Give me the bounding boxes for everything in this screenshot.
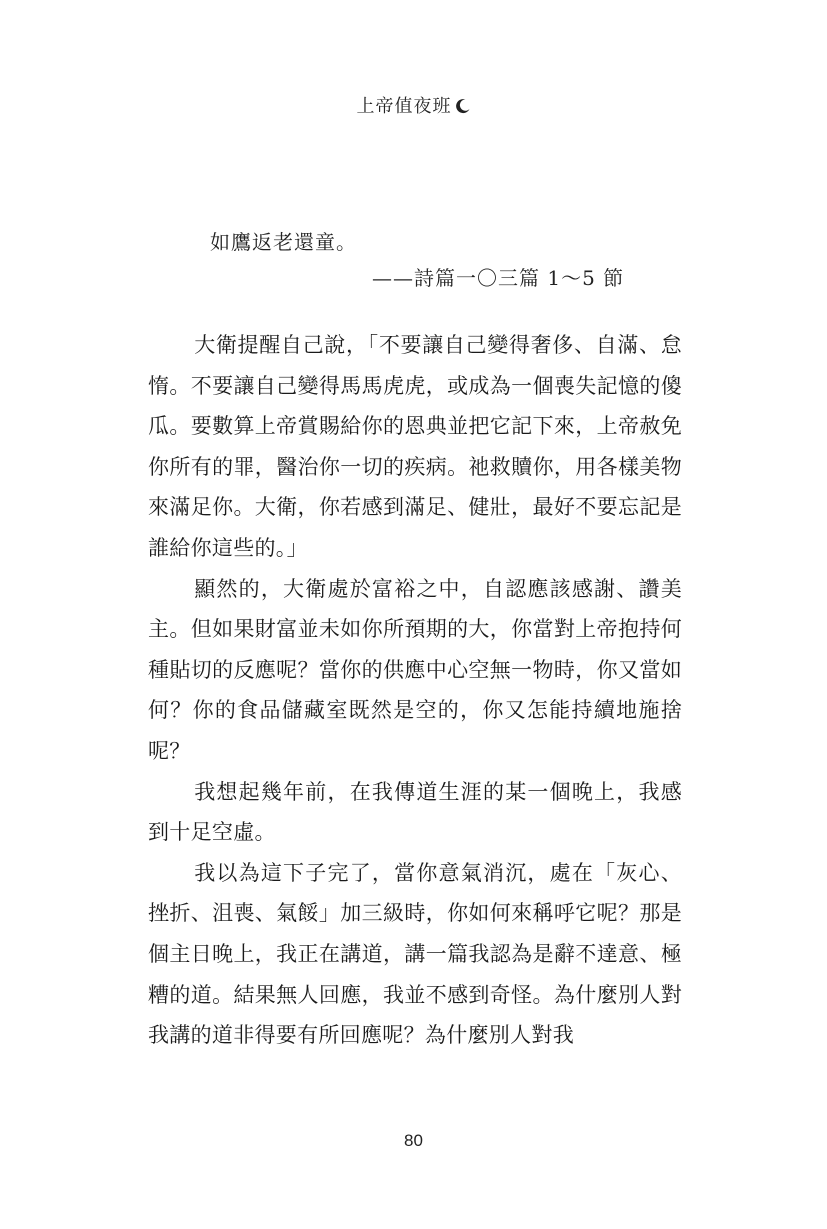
- scripture-citation: ——詩篇一〇三篇 1～5 節: [372, 266, 625, 290]
- paragraph: 我想起幾年前，在我傳道生涯的某一個晚上，我感到十足空虛。: [148, 779, 682, 845]
- paragraph: 我以為這下子完了，當你意氣消沉，處在「灰心、挫折、沮喪、氣餒」加三級時，你如何來稱呼它呢？那是個主日晚上，我正在講道，講一篇我認為是辭不達意、極糟的道。結果無人回應，我並不感到奇怪。為什麼別人對我講的道非得要有所回應呢？為什麼別人對我: [148, 860, 682, 1048]
- crescent-moon-icon: [455, 98, 471, 114]
- paragraph: 顯然的，大衛處於富裕之中，自認應該感謝、讚美主。但如果財富並未如你所預期的大，你當對上帝抱持何種貼切的反應呢？當你的供應中心空無一物時，你又當如何？你的食品儲藏室既然是空的，你又怎能持續地施捨呢？: [148, 576, 682, 763]
- book-title: 上帝值夜班: [356, 96, 452, 117]
- scripture-verse-ending: 如鷹返老還童。: [210, 230, 357, 254]
- page-number: 80: [404, 1131, 423, 1150]
- paragraph: 大衛提醒自己說，「不要讓自己變得奢侈、自滿、怠惰。不要讓自己變得馬馬虎虎，或成為一個喪失記憶的傻瓜。要數算上帝賞賜給你的恩典並把它記下來，上帝赦免你所有的罪，醫治你一切的疾病。祂救贖你，用各樣美物來滿足你。大衛，你若感到滿足、健壯，最好不要忘記是誰給你這些的。」: [148, 333, 682, 560]
- body-text: [148, 325, 682, 1056]
- running-header: [0, 92, 827, 118]
